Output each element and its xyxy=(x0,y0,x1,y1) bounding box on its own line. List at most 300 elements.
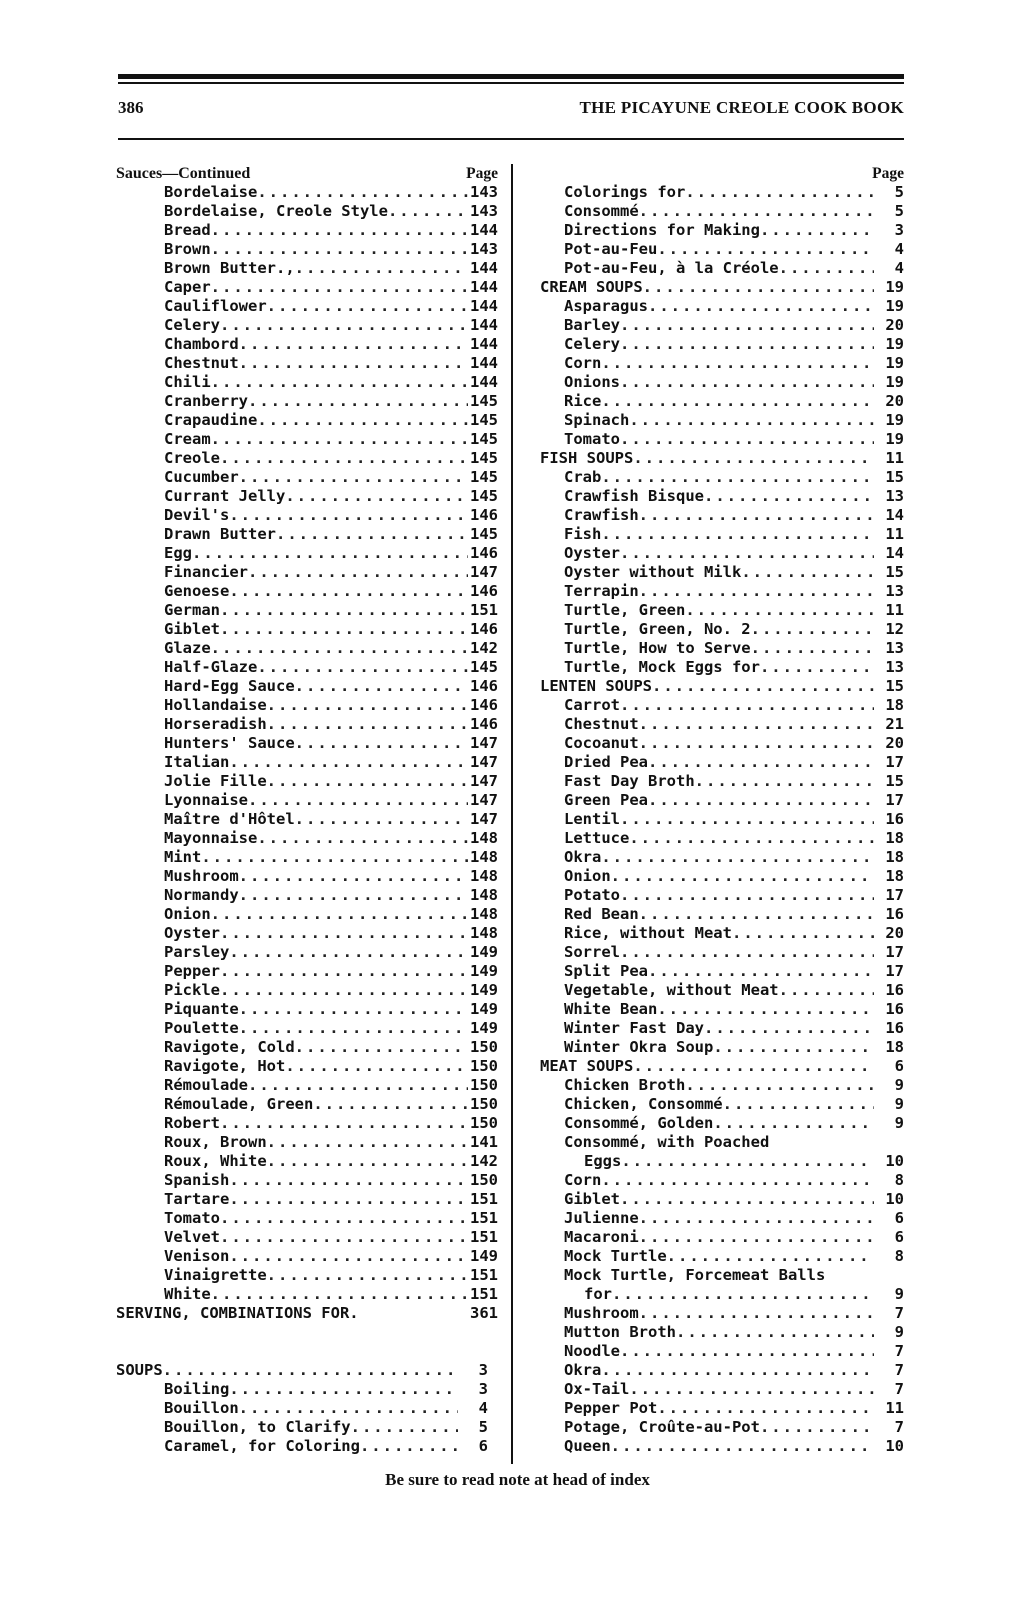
entry-page: 20 xyxy=(885,734,904,752)
index-entry xyxy=(116,734,498,753)
left-column-heading-row xyxy=(116,164,498,183)
entry-label: Crawfish Bisque xyxy=(564,487,704,505)
index-entry xyxy=(116,620,498,639)
entry-page: 10 xyxy=(885,1437,904,1455)
entry-page: 147 xyxy=(470,791,498,809)
entry-label: Mock Turtle, Forcemeat Balls xyxy=(564,1266,826,1284)
entry-page: 4 xyxy=(894,259,904,277)
entry-page: 17 xyxy=(885,753,904,771)
entry-label: Corn xyxy=(564,1171,602,1189)
entry-label: Chili xyxy=(164,373,211,391)
entry-page: 148 xyxy=(470,829,498,847)
index-entry xyxy=(116,1437,488,1456)
right-column-heading-row xyxy=(540,164,904,183)
entry-label: Red Bean xyxy=(564,905,639,923)
entry-label: Parsley xyxy=(164,943,230,961)
entry-page: 19 xyxy=(885,373,904,391)
entry-label: Barley xyxy=(564,316,620,334)
section-heading: Sauces—Continued xyxy=(116,165,251,182)
entry-page: 145 xyxy=(470,430,498,448)
entry-label: Lentil xyxy=(564,810,620,828)
index-entry xyxy=(116,924,498,943)
index-entry xyxy=(540,278,904,297)
entry-page: 148 xyxy=(470,848,498,866)
entry-page: 21 xyxy=(885,715,904,733)
entry-page: 145 xyxy=(470,411,498,429)
entry-label: CREAM SOUPS xyxy=(540,278,643,296)
entry-label: Onions xyxy=(564,373,620,391)
entry-label: Tomato xyxy=(564,430,620,448)
entry-label: Italian xyxy=(164,753,230,771)
index-entry xyxy=(116,221,498,240)
entry-label: Dried Pea xyxy=(564,753,648,771)
entry-page: 6 xyxy=(894,1057,904,1075)
entry-page: 15 xyxy=(885,772,904,790)
entry-label: Split Pea xyxy=(564,962,648,980)
index-entry xyxy=(540,734,904,753)
entry-page: 361 xyxy=(470,1304,498,1322)
entry-page: 149 xyxy=(470,1019,498,1037)
entry-page: 147 xyxy=(470,772,498,790)
entry-label: Pickle xyxy=(164,981,220,999)
entry-label: Brown xyxy=(164,240,211,258)
index-entry xyxy=(116,506,498,525)
entry-page: 5 xyxy=(894,202,904,220)
entry-page: 9 xyxy=(894,1285,904,1303)
entry-page: 147 xyxy=(470,563,498,581)
entry-label: Okra xyxy=(564,1361,602,1379)
entry-page: 18 xyxy=(885,867,904,885)
index-entry xyxy=(540,1361,904,1380)
entry-label: Macaroni xyxy=(564,1228,639,1246)
index-entry xyxy=(116,791,498,810)
index-entry-soups xyxy=(116,1361,498,1380)
index-entry xyxy=(116,848,498,867)
entry-label: Chicken Broth xyxy=(564,1076,686,1094)
entry-page: 145 xyxy=(470,468,498,486)
index-entry xyxy=(540,1342,904,1361)
index-entry xyxy=(116,430,498,449)
entry-label: Pot-au-Feu, à la Créole xyxy=(564,259,779,277)
page-number: 386 xyxy=(118,98,144,117)
index-entry xyxy=(116,905,498,924)
entry-label: Bordelaise xyxy=(164,183,258,201)
entry-label: Tartare xyxy=(164,1190,230,1208)
entry-label: Caramel, for Coloring xyxy=(164,1437,360,1455)
index-entry xyxy=(116,1019,498,1038)
index-entry xyxy=(540,791,904,810)
entry-page: 5 xyxy=(894,183,904,201)
index-entry xyxy=(540,848,904,867)
entry-label: White Bean xyxy=(564,1000,658,1018)
entry-page: 11 xyxy=(885,449,904,467)
entry-page: 6 xyxy=(478,1437,488,1455)
index-entry xyxy=(540,297,904,316)
page-header xyxy=(118,96,904,126)
index-entry xyxy=(540,240,904,259)
entry-page: 17 xyxy=(885,886,904,904)
entry-page: 11 xyxy=(885,525,904,543)
index-entry xyxy=(116,1285,498,1304)
entry-label: Currant Jelly xyxy=(164,487,286,505)
index-entry xyxy=(116,297,498,316)
entry-page: 18 xyxy=(885,829,904,847)
index-entry xyxy=(540,601,904,620)
entry-page: 151 xyxy=(470,601,498,619)
index-entry xyxy=(540,373,904,392)
entry-label: Venison xyxy=(164,1247,230,1265)
column-divider xyxy=(511,164,513,1464)
entry-label: Terrapin xyxy=(564,582,639,600)
entry-label: Half-Glaze xyxy=(164,658,258,676)
index-entry xyxy=(116,316,498,335)
entry-page: 145 xyxy=(470,658,498,676)
entry-label: Rice, without Meat xyxy=(564,924,732,942)
entry-page: 148 xyxy=(470,905,498,923)
entry-label: Brown Butter., xyxy=(164,259,295,277)
entry-page: 19 xyxy=(885,354,904,372)
entry-label: Crawfish xyxy=(564,506,639,524)
index-entry xyxy=(116,1133,498,1152)
entry-label: Ravigote, Hot xyxy=(164,1057,286,1075)
index-entry xyxy=(540,1437,904,1456)
entry-label: Financier xyxy=(164,563,248,581)
entry-page: 14 xyxy=(885,506,904,524)
page-column-heading: Page xyxy=(466,165,498,182)
entry-label: Mock Turtle xyxy=(564,1247,667,1265)
entry-label: Consommé, with Poached xyxy=(564,1133,770,1151)
index-entry xyxy=(540,962,904,981)
entry-page: 150 xyxy=(470,1038,498,1056)
entry-page: 20 xyxy=(885,316,904,334)
index-entry xyxy=(540,1266,904,1285)
entry-page: 150 xyxy=(470,1076,498,1094)
entry-page: 146 xyxy=(470,582,498,600)
entry-label: Chestnut xyxy=(564,715,639,733)
entry-page: 13 xyxy=(885,658,904,676)
entry-page: 7 xyxy=(894,1342,904,1360)
entry-label: Celery xyxy=(564,335,620,353)
index-entry xyxy=(540,430,904,449)
entry-label: Winter Fast Day xyxy=(564,1019,704,1037)
entry-page: 16 xyxy=(885,810,904,828)
entry-label: Glaze xyxy=(164,639,211,657)
index-entry xyxy=(540,1209,904,1228)
entry-label: Hollandaise xyxy=(164,696,267,714)
entry-page: 145 xyxy=(470,487,498,505)
index-entry xyxy=(540,316,904,335)
entry-label: Normandy xyxy=(164,886,239,904)
entry-label: Cranberry xyxy=(164,392,248,410)
entry-label: Oyster without Milk xyxy=(564,563,742,581)
index-entry xyxy=(540,1380,904,1399)
entry-page: 144 xyxy=(470,335,498,353)
entry-label: LENTEN SOUPS xyxy=(540,677,652,695)
index-entry xyxy=(116,1228,498,1247)
index-entry xyxy=(116,1209,498,1228)
index-entry xyxy=(116,1095,498,1114)
index-entry xyxy=(540,1114,904,1133)
entry-label: Egg xyxy=(164,544,192,562)
right-entry-list xyxy=(540,183,904,1456)
index-entry xyxy=(116,259,498,278)
index-entry xyxy=(116,1038,498,1057)
index-entry xyxy=(540,677,904,696)
entry-label: Potato xyxy=(564,886,620,904)
entry-page: 149 xyxy=(470,943,498,961)
index-entry-serving xyxy=(116,1304,498,1323)
entry-label: Asparagus xyxy=(564,297,648,315)
entry-page: 151 xyxy=(470,1228,498,1246)
entry-label: German xyxy=(164,601,220,619)
entry-label: Vinaigrette xyxy=(164,1266,267,1284)
index-entry xyxy=(116,1057,498,1076)
index-entry xyxy=(540,905,904,924)
entry-label: Robert xyxy=(164,1114,220,1132)
entry-page: 20 xyxy=(885,924,904,942)
entry-page: 149 xyxy=(470,962,498,980)
index-entry xyxy=(540,658,904,677)
index-entry xyxy=(540,1190,904,1209)
index-column-right xyxy=(540,164,904,1456)
index-entry xyxy=(540,202,904,221)
index-entry xyxy=(116,962,498,981)
book-title: THE PICAYUNE CREOLE COOK BOOK xyxy=(579,98,904,117)
entry-label: Directions for Making xyxy=(564,221,760,239)
entry-page: 13 xyxy=(885,487,904,505)
entry-page: 18 xyxy=(885,1038,904,1056)
index-entry xyxy=(540,1000,904,1019)
entry-label: Onion xyxy=(564,867,611,885)
index-entry xyxy=(116,525,498,544)
entry-label: Hunters' Sauce xyxy=(164,734,295,752)
entry-page: 143 xyxy=(470,202,498,220)
entry-page: 3 xyxy=(478,1380,488,1398)
entry-label: Winter Okra Soup xyxy=(564,1038,714,1056)
entry-label: Chicken, Consommé xyxy=(564,1095,723,1113)
entry-page: 141 xyxy=(470,1133,498,1151)
entry-page: 19 xyxy=(885,335,904,353)
entry-page: 20 xyxy=(885,392,904,410)
entry-label: Potage, Croûte-au-Pot xyxy=(564,1418,760,1436)
index-entry xyxy=(116,411,498,430)
entry-label: Mint xyxy=(164,848,202,866)
entry-page: 151 xyxy=(470,1190,498,1208)
index-entry xyxy=(116,1266,498,1285)
entry-label: for xyxy=(584,1285,612,1303)
entry-page: 146 xyxy=(470,620,498,638)
entry-page: 9 xyxy=(894,1323,904,1341)
entry-page: 16 xyxy=(885,1000,904,1018)
entry-page: 19 xyxy=(885,297,904,315)
entry-label: Rémoulade, Green xyxy=(164,1095,314,1113)
entry-label: Piquante xyxy=(164,1000,239,1018)
index-entry xyxy=(540,1247,904,1266)
entry-page: 144 xyxy=(470,297,498,315)
entry-page: 149 xyxy=(470,1000,498,1018)
index-entry xyxy=(116,772,498,791)
footer-note: Be sure to read note at head of index xyxy=(385,1470,650,1489)
entry-label: Consommé xyxy=(564,202,639,220)
entry-page: 13 xyxy=(885,639,904,657)
entry-label: Horseradish xyxy=(164,715,267,733)
entry-label: Noodle xyxy=(564,1342,620,1360)
entry-label: Rémoulade xyxy=(164,1076,248,1094)
entry-label: MEAT SOUPS xyxy=(540,1057,634,1075)
header-rule xyxy=(118,138,904,140)
entry-label: Giblet xyxy=(164,620,220,638)
index-entry xyxy=(540,1152,904,1171)
entry-label: FISH SOUPS xyxy=(540,449,634,467)
entry-page: 8 xyxy=(894,1171,904,1189)
index-entry xyxy=(540,411,904,430)
index-entry xyxy=(540,981,904,1000)
entry-page: 145 xyxy=(470,525,498,543)
entry-label: Queen xyxy=(564,1437,611,1455)
entry-page: 9 xyxy=(894,1076,904,1094)
entry-label: Eggs xyxy=(584,1152,622,1170)
index-entry xyxy=(116,449,498,468)
entry-page: 15 xyxy=(885,563,904,581)
entry-page: 149 xyxy=(470,981,498,999)
entry-page: 14 xyxy=(885,544,904,562)
entry-label: Julienne xyxy=(564,1209,639,1227)
entry-page: 16 xyxy=(885,1019,904,1037)
entry-page: 151 xyxy=(470,1266,498,1284)
entry-label: Cream xyxy=(164,430,211,448)
page-column-heading: Page xyxy=(872,165,904,182)
entry-label: Mutton Broth xyxy=(564,1323,676,1341)
index-entry xyxy=(540,1285,904,1304)
entry-label: Devil's xyxy=(164,506,230,524)
entry-label: Corn xyxy=(564,354,602,372)
entry-page: 4 xyxy=(478,1399,488,1417)
entry-page: 146 xyxy=(470,506,498,524)
index-entry xyxy=(540,1399,904,1418)
index-entry xyxy=(540,1418,904,1437)
entry-page: 12 xyxy=(885,620,904,638)
index-entry xyxy=(116,582,498,601)
entry-page: 149 xyxy=(470,1247,498,1265)
entry-label: Pepper xyxy=(164,962,220,980)
entry-page: 148 xyxy=(470,924,498,942)
entry-label: Onion xyxy=(164,905,211,923)
entry-page: 146 xyxy=(470,544,498,562)
entry-page: 8 xyxy=(894,1247,904,1265)
entry-page: 16 xyxy=(885,905,904,923)
entry-label: Velvet xyxy=(164,1228,220,1246)
entry-page: 13 xyxy=(885,582,904,600)
index-entry xyxy=(540,886,904,905)
entry-page: 7 xyxy=(894,1380,904,1398)
entry-label: Boiling xyxy=(164,1380,230,1398)
entry-page: 18 xyxy=(885,696,904,714)
index-entry xyxy=(116,487,498,506)
entry-page: 9 xyxy=(894,1114,904,1132)
entry-page: 17 xyxy=(885,943,904,961)
index-entry xyxy=(540,1095,904,1114)
entry-page: 143 xyxy=(470,240,498,258)
index-entry xyxy=(116,677,498,696)
entry-label: White xyxy=(164,1285,211,1303)
index-entry xyxy=(116,278,498,297)
index-entry xyxy=(540,506,904,525)
entry-label: Hard-Egg Sauce xyxy=(164,677,295,695)
index-entry xyxy=(116,1380,488,1399)
index-entry xyxy=(116,696,498,715)
entry-label: Cauliflower xyxy=(164,297,267,315)
entry-label: Poulette xyxy=(164,1019,239,1037)
entry-label: Bread xyxy=(164,221,211,239)
index-entry xyxy=(116,335,498,354)
top-rule-thin xyxy=(118,82,904,84)
entry-page: 7 xyxy=(894,1361,904,1379)
index-entry xyxy=(540,259,904,278)
entry-page: 147 xyxy=(470,753,498,771)
index-entry xyxy=(540,335,904,354)
index-entry xyxy=(116,373,498,392)
entry-label: SOUPS xyxy=(116,1361,163,1379)
entry-page: 15 xyxy=(885,677,904,695)
sauce-entry-list xyxy=(116,183,498,1304)
entry-page: 7 xyxy=(894,1418,904,1436)
entry-label: Drawn Butter xyxy=(164,525,276,543)
entry-page: 146 xyxy=(470,715,498,733)
entry-page: 7 xyxy=(894,1304,904,1322)
entry-page: 150 xyxy=(470,1171,498,1189)
index-entry xyxy=(116,867,498,886)
entry-page: 15 xyxy=(885,468,904,486)
entry-label: Turtle, Green xyxy=(564,601,686,619)
entry-page: 142 xyxy=(470,1152,498,1170)
index-entry xyxy=(116,886,498,905)
index-entry xyxy=(540,183,904,202)
entry-label: Rice xyxy=(564,392,602,410)
index-entry xyxy=(540,449,904,468)
entry-label: Caper xyxy=(164,278,211,296)
entry-label: Mushroom xyxy=(564,1304,639,1322)
index-entry xyxy=(540,1304,904,1323)
soups-entry-list xyxy=(116,1380,498,1456)
entry-label: Jolie Fille xyxy=(164,772,267,790)
entry-label: Cocoanut xyxy=(564,734,639,752)
entry-label: Mayonnaise xyxy=(164,829,258,847)
entry-label: Roux, White xyxy=(164,1152,267,1170)
index-entry xyxy=(540,582,904,601)
entry-page: 151 xyxy=(470,1209,498,1227)
index-entry xyxy=(540,1076,904,1095)
index-entry xyxy=(540,1133,904,1152)
entry-page: 19 xyxy=(885,278,904,296)
index-entry xyxy=(116,658,498,677)
entry-page: 10 xyxy=(885,1190,904,1208)
index-entry xyxy=(116,1000,498,1019)
entry-label: Creole xyxy=(164,449,220,467)
entry-page: 9 xyxy=(894,1095,904,1113)
entry-label: Cucumber xyxy=(164,468,239,486)
entry-page: 6 xyxy=(894,1209,904,1227)
index-entry xyxy=(540,867,904,886)
index-entry xyxy=(540,354,904,373)
entry-page: 19 xyxy=(885,411,904,429)
entry-page: 17 xyxy=(885,962,904,980)
entry-page: 4 xyxy=(894,240,904,258)
index-entry xyxy=(540,924,904,943)
index-entry xyxy=(116,563,498,582)
index-entry xyxy=(540,468,904,487)
index-entry xyxy=(540,772,904,791)
entry-page: 150 xyxy=(470,1057,498,1075)
